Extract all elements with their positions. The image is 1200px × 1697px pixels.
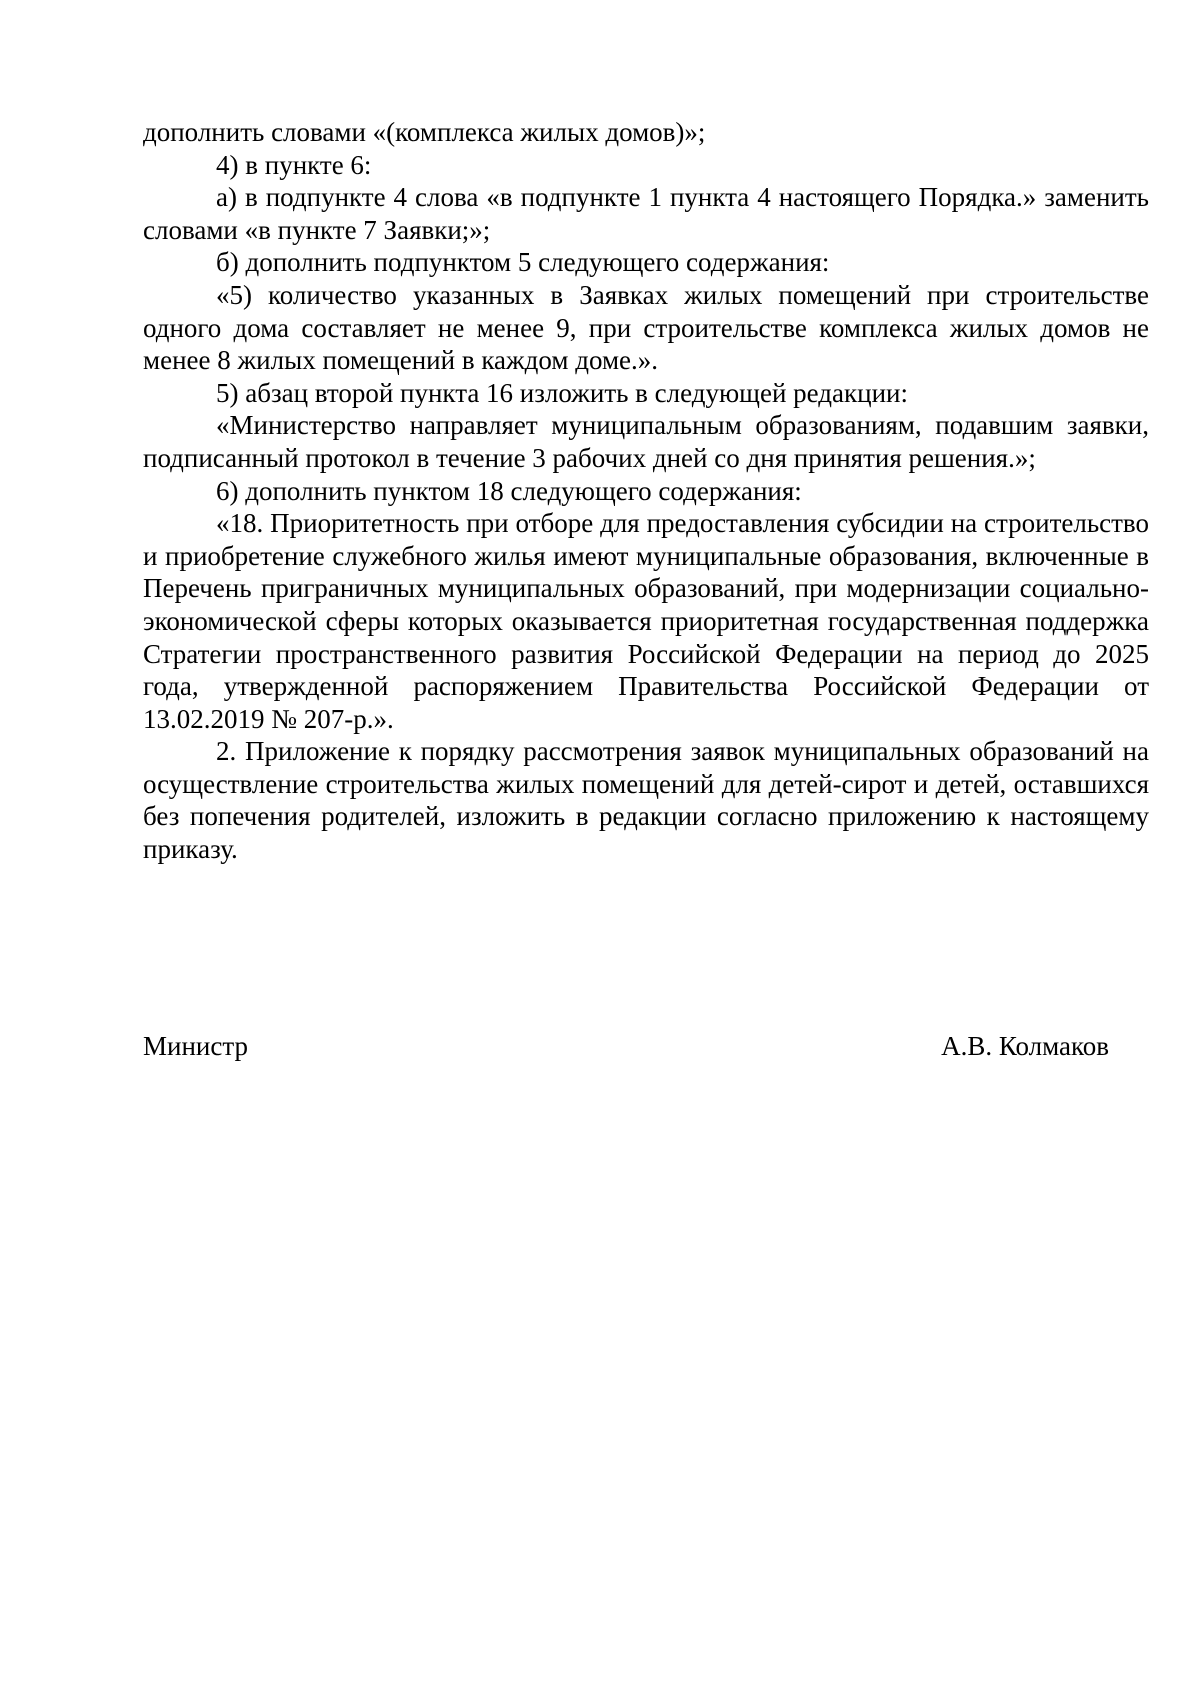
paragraph-item-4: 4) в пункте 6: xyxy=(216,149,372,180)
paragraph-item-2: 2. Приложение к порядку рассмотрения заявок муниципальных образований на осуществление строительства жилых помещений для детей-сирот и детей, оставшихся без попечения родителей, изложить в редакции согласно приложению к настоящему приказу. xyxy=(143,736,1149,865)
paragraph-quote-subitem-5: «5) количество указанных в Заявках жилых помещений при строительстве одного дома составляет не менее 9, при строительстве комплекса жилых домов не менее 8 жилых помещений в каждом доме.». xyxy=(143,279,1149,376)
document-body xyxy=(143,116,1149,866)
paragraph-item-6: 6) дополнить пунктом 18 следующего содержания: xyxy=(216,475,802,506)
signature-name: А.В. Колмаков xyxy=(941,1031,1109,1061)
paragraph-item-5: 5) абзац второй пункта 16 изложить в следующей редакции: xyxy=(216,377,908,408)
paragraph-quote-ministry: «Министерство направляет муниципальным образованиям, подавшим заявки, подписанный протокол в течение 3 рабочих дней со дня принятия решения.»; xyxy=(143,410,1149,473)
paragraph-subitem-b: б) дополнить подпунктом 5 следующего содержания: xyxy=(216,247,830,278)
paragraph-subitem-a: а) в подпункте 4 слова «в подпункте 1 пункта 4 настоящего Порядка.» заменить словами «в пункте 7 Заявки;»; xyxy=(143,182,1149,245)
paragraph-quote-item-18: «18. Приоритетность при отборе для предоставления субсидии на строительство и приобретение служебного жилья имеют муниципальные образования, включенные в Перечень приграничных муниципальных образований, при модернизации социально-экономической сферы которых оказывается приоритетная государственная поддержка Стратегии пространственного развития Российской Федерации на период до 2025 года, утвержденной распоряжением Правительства Российской Федерации от 13.02.2019 № 207-р.». xyxy=(143,508,1149,734)
signature-block xyxy=(143,1030,1109,1062)
signature-position: Министр xyxy=(143,1031,248,1061)
paragraph-continuation: дополнить словами «(комплекса жилых домов)»; xyxy=(143,117,706,147)
